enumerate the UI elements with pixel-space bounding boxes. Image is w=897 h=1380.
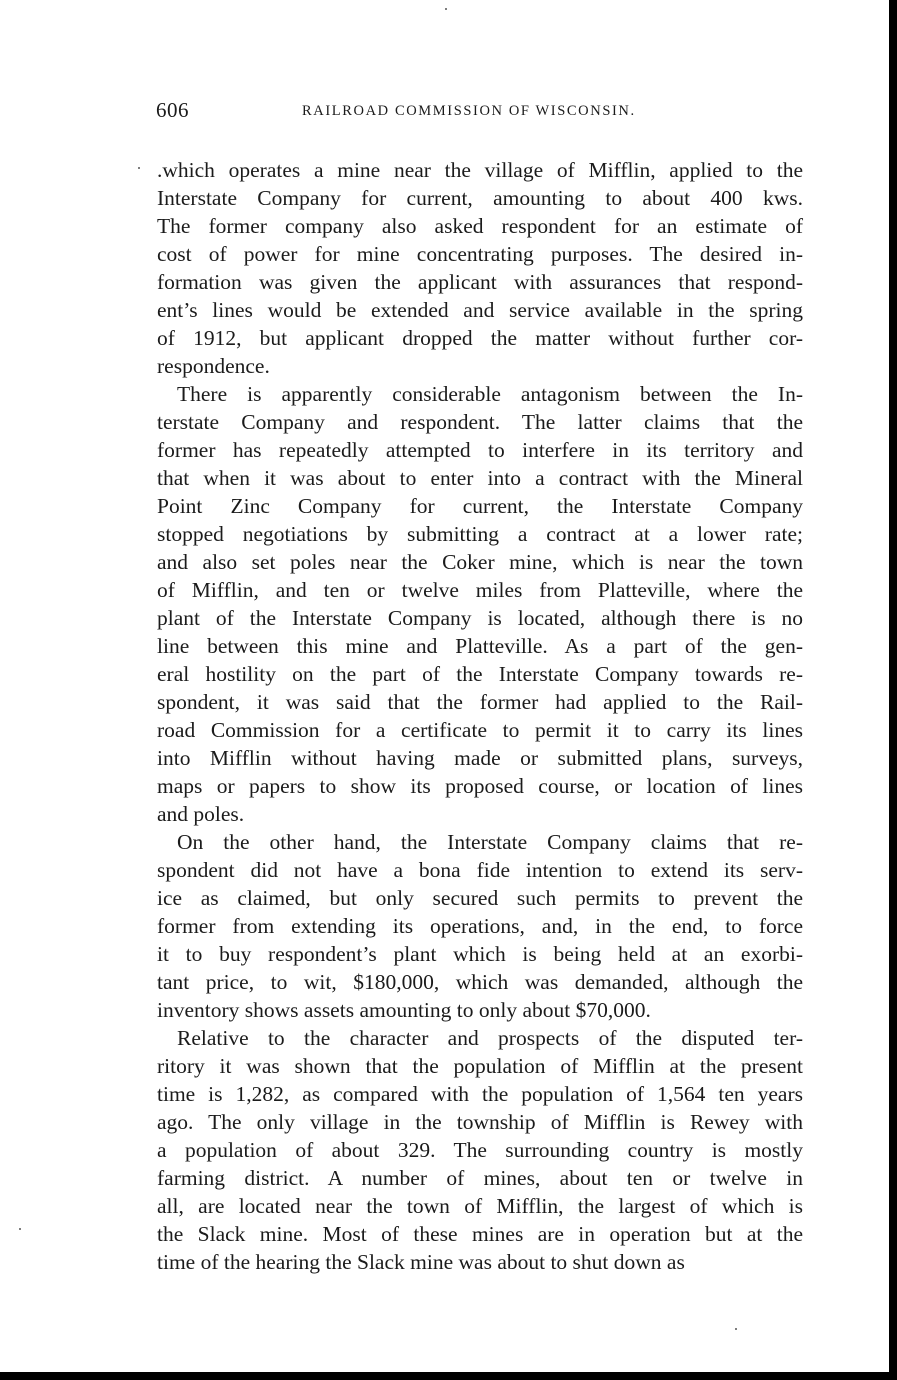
text-line: inventory shows assets amounting to only about $70,000. [157, 998, 651, 1022]
text-line: stopped negotiations by submitting a contract at a lower rate; [157, 522, 803, 546]
scan-border-right [889, 0, 897, 1380]
text-line: former has repeatedly attempted to interfere in its territory and [157, 438, 803, 462]
text-line: spondent did not have a bona fide intention to extend its serv- [157, 858, 803, 882]
text-line: farming district. A number of mines, about ten or twelve in [157, 1166, 803, 1190]
text-line: terstate Company and respondent. The latter claims that the [157, 410, 803, 434]
scan-speck [138, 167, 140, 169]
text-line: maps or papers to show its proposed course, or location of lines [157, 774, 803, 798]
text-line: that when it was about to enter into a contract with the Mineral [157, 466, 803, 490]
text-line: the Slack mine. Most of these mines are in operation but at the [157, 1222, 803, 1246]
paragraph [157, 380, 803, 828]
running-head: RAILROAD COMMISSION OF WISCONSIN. [302, 103, 636, 119]
text-line: Interstate Company for current, amounting to about 400 kws. [157, 186, 803, 210]
text-line: of Mifflin, and ten or twelve miles from Platteville, where the [157, 578, 803, 602]
text-line: it to buy respondent’s plant which is being held at an exorbi- [157, 942, 803, 966]
text-line: On the other hand, the Interstate Company claims that re- [177, 830, 803, 854]
text-line: time of the hearing the Slack mine was about to shut down as [157, 1250, 685, 1274]
text-line: plant of the Interstate Company is located, although there is no [157, 606, 803, 630]
text-line: tant price, to wit, $180,000, which was demanded, although the [157, 970, 803, 994]
text-line: eral hostility on the part of the Interstate Company towards re- [157, 662, 803, 686]
paragraph [157, 156, 803, 380]
scan-speck [735, 1328, 737, 1330]
text-line: .which operates a mine near the village of Mifflin, applied to the [157, 158, 803, 182]
text-line: a population of about 329. The surrounding country is mostly [157, 1138, 803, 1162]
text-line: ice as claimed, but only secured such permits to prevent the [157, 886, 803, 910]
text-line: and also set poles near the Coker mine, which is near the town [157, 550, 803, 574]
text-line: ritory it was shown that the population of Mifflin at the present [157, 1054, 803, 1078]
text-line: Relative to the character and prospects of the disputed ter- [177, 1026, 803, 1050]
text-line: Point Zinc Company for current, the Interstate Company [157, 494, 803, 518]
scan-border-bottom [0, 1372, 897, 1380]
text-line: ago. The only village in the township of Mifflin is Rewey with [157, 1110, 803, 1134]
text-line: road Commission for a certificate to permit it to carry its lines [157, 718, 803, 742]
text-line: all, are located near the town of Mifflin, the largest of which is [157, 1194, 803, 1218]
text-line: into Mifflin without having made or submitted plans, surveys, [157, 746, 803, 770]
text-line: There is apparently considerable antagonism between the In- [177, 382, 803, 406]
text-line: of 1912, but applicant dropped the matter without further cor- [157, 326, 803, 350]
text-line: line between this mine and Platteville. As a part of the gen- [157, 634, 803, 658]
scan-speck [19, 1228, 21, 1230]
text-line: former from extending its operations, and, in the end, to force [157, 914, 803, 938]
text-line: The former company also asked respondent for an estimate of [157, 214, 803, 238]
page-header [156, 98, 804, 128]
text-line: spondent, it was said that the former had applied to the Rail- [157, 690, 803, 714]
text-line: cost of power for mine concentrating purposes. The desired in- [157, 242, 803, 266]
page-number: 606 [156, 98, 189, 122]
paragraph [157, 1024, 803, 1276]
text-line: formation was given the applicant with assurances that respond- [157, 270, 803, 294]
scan-speck [445, 8, 447, 10]
text-line: ent’s lines would be extended and service available in the spring [157, 298, 803, 322]
text-line: time is 1,282, as compared with the population of 1,564 ten years [157, 1082, 803, 1106]
text-line: respondence. [157, 354, 270, 378]
body-text [157, 156, 803, 1276]
paragraph [157, 828, 803, 1024]
text-line: and poles. [157, 802, 245, 826]
